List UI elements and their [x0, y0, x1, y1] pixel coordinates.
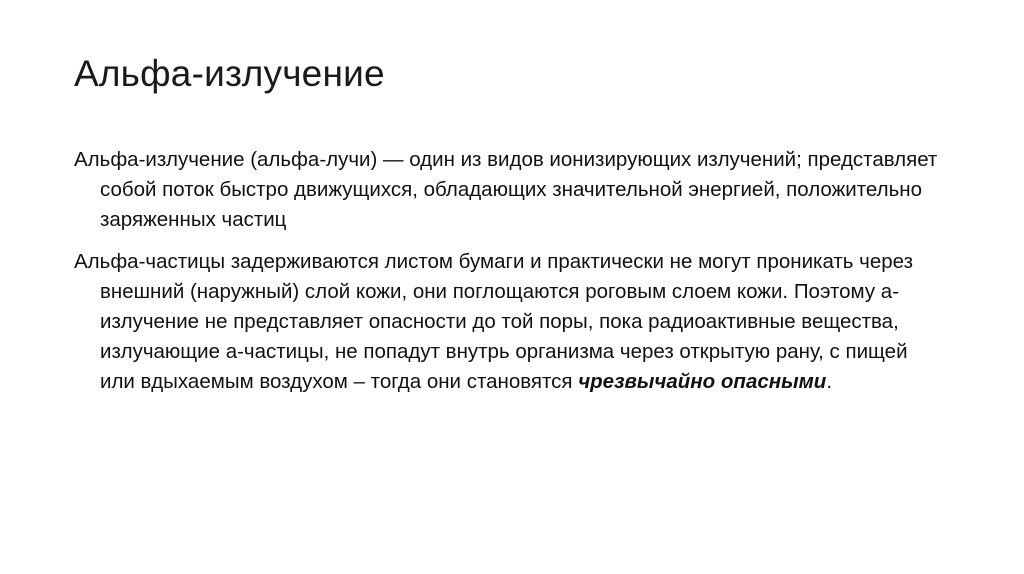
- paragraph-alpha-penetration: [74, 247, 940, 397]
- paragraph-emphasis-extremely-dangerous: чрезвычайно опасными: [578, 370, 827, 393]
- page-title: Альфа-излучение: [74, 53, 385, 94]
- paragraph-alpha-penetration-text: Альфа-частицы задерживаются листом бумаги и практически не могут проникать через внешний (наружный) слой кожи, они поглощаются роговым слоем кожи. Поэтому a-излучение не представляет опасности до той поры, пока радиоактивные вещества, излучающие a-частицы, не попадут внутрь организма через открытую рану, с пищей или вдыхаемым воздухом – тогда они становятся: [74, 250, 914, 393]
- slide-body: [74, 145, 940, 405]
- paragraph-alpha-penetration-tail: .: [826, 370, 833, 393]
- paragraph-alpha-definition: [74, 145, 956, 235]
- paragraph-alpha-definition-text: Альфа-излучение (альфа-лучи) — один из видов ионизирующих излучений; представляет собой поток быстро движущихся, обладающих значительной энергией, положительно заряженных частиц: [74, 148, 938, 231]
